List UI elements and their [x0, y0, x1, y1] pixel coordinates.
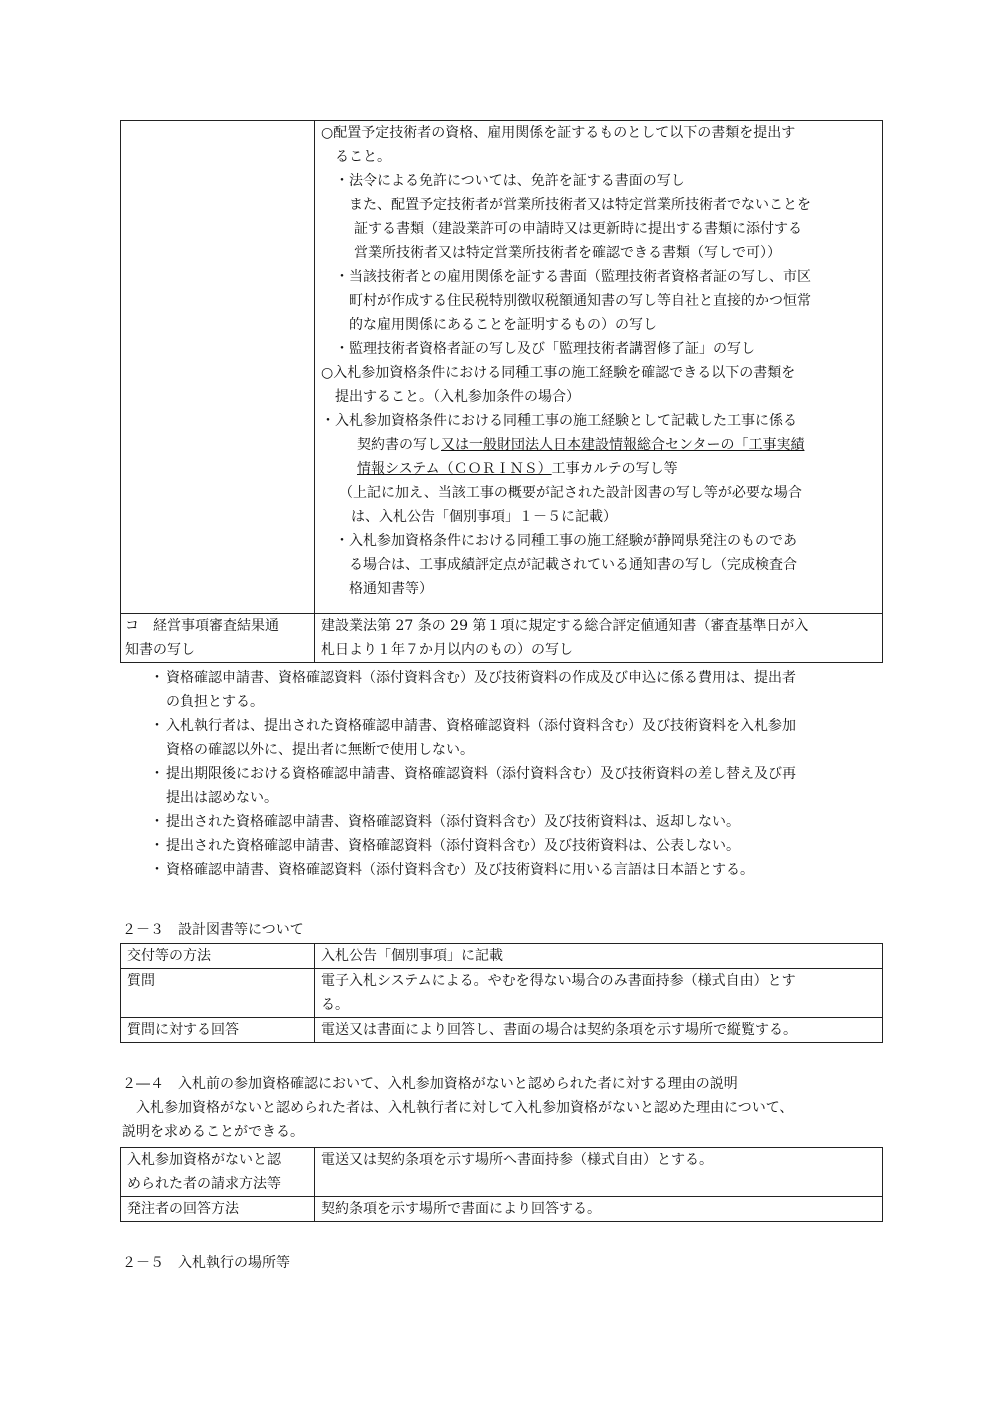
table-row — [121, 1197, 883, 1222]
note-line: 資格確認申請書、資格確認資料（添付資料含む）及び技術資料の作成及び申込に係る費用は、提出者 — [166, 670, 796, 686]
note-line: 資格の確認以外に、提出者に無断で使用しない。 — [166, 742, 474, 758]
table-row — [121, 944, 883, 969]
label-line: コ 経営事項審査結果通 — [125, 618, 279, 634]
requirement-line: は、入札公告「個別事項」１－５に記載） — [351, 509, 617, 525]
requirement-line: 的な雇用関係にあることを証明するもの）の写し — [349, 317, 657, 333]
label-line: 発注者の回答方法 — [127, 1201, 239, 1217]
section-paragraph — [122, 1096, 892, 1144]
value-line: 建設業法第 27 条の 29 第１項に規定する総合評定値通知書（審査基準日が入 — [321, 618, 809, 634]
table-row — [121, 1018, 883, 1043]
requirement-line: 格通知書等） — [349, 581, 433, 597]
section-heading: ２－３ 設計図書等について — [122, 922, 304, 938]
requirement-line: 町村が作成する住民税特別徴収税額通知書の写し等自社と直接的かつ恒常 — [349, 293, 811, 309]
table-cell-value: 契約条項を示す場所で書面により回答する。 — [315, 1197, 883, 1222]
table-cell-label — [121, 1148, 315, 1197]
note-line: 提出された資格確認申請書、資格確認資料（添付資料含む）及び技術資料は、公表しない。 — [166, 838, 740, 854]
requirement-line: る場合は、工事成績評定点が記載されている通知書の写し（完成検査合 — [349, 557, 797, 573]
list-item — [150, 810, 890, 834]
note-line: 提出された資格確認申請書、資格確認資料（添付資料含む）及び技術資料は、返却しない。 — [166, 814, 740, 830]
paragraph-line: 入札参加資格がないと認められた者は、入札執行者に対して入札参加資格がないと認めた理由について、 — [122, 1100, 794, 1116]
requirement-line: また、配置予定技術者が営業所技術者又は特定営業所技術者でないことを — [349, 197, 811, 213]
list-item — [150, 762, 890, 810]
requirement-line — [321, 457, 876, 481]
label-line: 知書の写し — [125, 642, 195, 658]
table-row — [121, 969, 883, 1018]
note-line: 提出は認めない。 — [166, 790, 278, 806]
requirement-text: 契約書の写し — [357, 437, 441, 453]
requirement-line: ・入札参加資格条件における同種工事の施工経験として記載した工事に係る — [321, 413, 797, 429]
requirement-line: ・入札参加資格条件における同種工事の施工経験が静岡県発注のものであ — [335, 533, 797, 549]
value-line: 電子入札システムによる。やむを得ない場合のみ書面持参（様式自由）とす — [321, 973, 796, 989]
requirement-text-underlined: 又は一般財団法人日本建設情報総合センターの「工事実績 — [441, 437, 805, 453]
table-row — [121, 121, 883, 614]
bullet: ・ — [150, 862, 164, 878]
requirements-table — [120, 120, 883, 663]
disqualification-table — [120, 1147, 883, 1222]
requirement-line: 営業所技術者又は特定営業所技術者を確認できる書類（写しで可）） — [354, 245, 781, 261]
note-line: 入札執行者は、提出された資格確認申請書、資格確認資料（添付資料含む）及び技術資料を入札参加 — [166, 718, 796, 734]
requirement-line: ・当該技術者との雇用関係を証する書面（監理技術者資格者証の写し、市区 — [335, 269, 811, 285]
requirement-line: 提出すること。（入札参加条件の場合） — [335, 389, 580, 405]
requirement-line: ○入札参加資格条件における同種工事の施工経験を確認できる以下の書類を — [321, 365, 796, 381]
value-line: 電送又は書面により回答し、書面の場合は契約条項を示す場所で縦覧する。 — [321, 1022, 797, 1038]
table-cell-label — [121, 1197, 315, 1222]
table-cell-value — [315, 614, 883, 663]
note-line: 提出期限後における資格確認申請書、資格確認資料（添付資料含む）及び技術資料の差し替え及び再 — [166, 766, 796, 782]
requirement-line: ○配置予定技術者の資格、雇用関係を証するものとして以下の書類を提出す — [321, 125, 796, 141]
design-documents-table — [120, 943, 883, 1043]
label-line: 入札参加資格がないと認 — [127, 1152, 281, 1168]
label-line: められた者の請求方法等 — [127, 1176, 281, 1192]
requirement-text: 工事カルテの写し等 — [551, 461, 678, 477]
requirement-text-underlined: 情報システム（ＣＯＲＩＮＳ） — [357, 461, 552, 477]
bullet: ・ — [150, 718, 164, 734]
bullet: ・ — [150, 838, 164, 854]
value-line: 札日より１年７か月以内のもの）の写し — [321, 642, 573, 658]
requirement-line — [321, 433, 876, 457]
table-cell-value — [315, 1018, 883, 1043]
paragraph-line: 説明を求めることができる。 — [122, 1124, 304, 1140]
value-line: 入札公告「個別事項」に記載 — [321, 948, 503, 964]
notes-list — [150, 666, 890, 882]
requirement-line: ・法令による免許については、免許を証する書面の写し — [335, 173, 685, 189]
table-cell-value — [315, 969, 883, 1018]
bullet: ・ — [150, 670, 164, 686]
table-cell-value — [315, 944, 883, 969]
table-cell-label: 交付等の方法 — [121, 944, 315, 969]
value-line: る。 — [321, 997, 349, 1013]
bullet: ・ — [150, 766, 164, 782]
requirement-line: （上記に加え、当該工事の概要が記された設計図書の写し等が必要な場合 — [339, 485, 802, 501]
table-cell-label — [121, 614, 315, 663]
list-item — [150, 714, 890, 762]
requirement-line: ること。 — [335, 149, 391, 165]
table-row — [121, 614, 883, 663]
section-heading: ２－５ 入札執行の場所等 — [122, 1255, 290, 1271]
requirement-line: ・監理技術者資格者証の写し及び「監理技術者講習修了証」の写し — [335, 341, 755, 357]
list-item — [150, 834, 890, 858]
table-cell-label: 質問に対する回答 — [121, 1018, 315, 1043]
list-item — [150, 666, 890, 714]
table-row — [121, 1148, 883, 1197]
note-line: 資格確認申請書、資格確認資料（添付資料含む）及び技術資料に用いる言語は日本語とする。 — [166, 862, 754, 878]
note-line: の負担とする。 — [166, 694, 264, 710]
table-cell-label: 質問 — [121, 969, 315, 1018]
requirement-line: 証する書類（建設業許可の申請時又は更新時に提出する書類に添付する — [354, 221, 802, 237]
section-heading: ２―４ 入札前の参加資格確認において、入札参加資格がないと認められた者に対する理由の説明 — [122, 1076, 738, 1092]
table-cell-requirements — [315, 121, 883, 614]
table-cell-value: 電送又は契約条項を示す場所へ書面持参（様式自由）とする。 — [315, 1148, 883, 1197]
bullet: ・ — [150, 814, 164, 830]
table-cell-label-empty — [121, 121, 315, 614]
list-item — [150, 858, 890, 882]
